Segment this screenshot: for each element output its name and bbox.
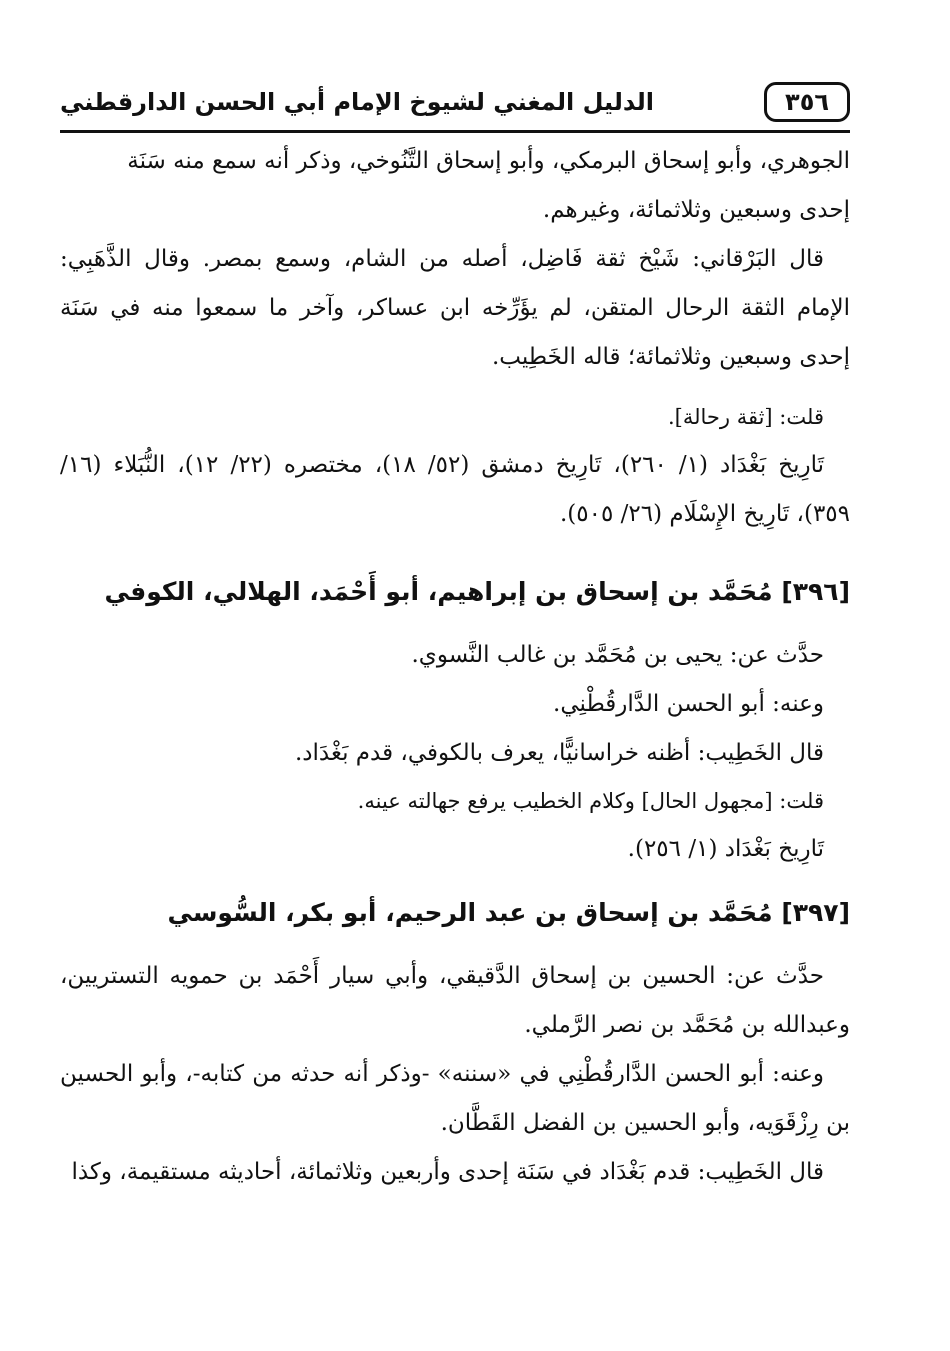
page-header bbox=[60, 78, 850, 133]
entry-397-khatib: قال الخَطِيب: قدم بَغْدَاد في سَنَة إحدى وأربعين وثلاثمائة، أحاديثه مستقيمة، وكذا bbox=[71, 1159, 824, 1185]
entry-397-wa-anhu: وعنه: أبو الحسن الدَّارقُطْنِي في «سننه» -وذكر أنه حدثه من كتابه-، وأبو الحسين بن رِزْقَوَيه، وأبو الحسين بن الفضل القَطَّان. bbox=[60, 1061, 850, 1136]
references-paragraph: تَارِيخ بَغْدَاد (١/ ٢٦٠)، تَارِيخ دمشق (٥٢/ ١٨)، مختصره (٢٢/ ١٢)، النُّبَلاء (١٦/ ٣٥٩)، تَارِيخ الإِسْلَام (٢٦/ ٥٠٥). bbox=[60, 452, 850, 527]
entry-397-title: [٣٩٧] مُحَمَّد بن إسحاق بن عبد الرحيم، أبو بكر، السُّوسي bbox=[167, 898, 850, 927]
book-page bbox=[60, 78, 850, 1197]
entry-396-title: [٣٩٦] مُحَمَّد بن إسحاق بن إبراهيم، أبو أَحْمَد، الهلالي، الكوفي bbox=[104, 577, 850, 606]
entry-396-wa-anhu: وعنه: أبو الحسن الدَّارقُطْنِي. bbox=[553, 691, 824, 717]
continuation-line-2: إحدى وسبعين وثلاثمائة، وغيرهم. bbox=[542, 197, 850, 223]
continuation-line-1: الجوهري، وأبو إسحاق البرمكي، وأبو إسحاق التَّنُوخي، وذكر أنه سمع منه سَنَة bbox=[127, 148, 850, 174]
qultu-paragraph: قلت: [ثقة رحالة]. bbox=[667, 405, 824, 429]
barqani-paragraph: قال البَرْقاني: شَيْخ ثقة فَاضِل، أصله من الشام، وسمع بمصر. وقال الذَّهَبِي: الإمام الثقة الرحال المتقن، لم يؤَرِّخه ابن عساكر، وآخر ما سمعوا منه في سَنَة إحدى وسبعين وثلاثمائة؛ قاله الخَطِيب. bbox=[60, 246, 850, 370]
running-title: الدليل المغني لشيوخ الإمام أبي الحسن الدارقطني bbox=[60, 88, 654, 116]
entry-396-qultu: قلت: [مجهول الحال] وكلام الخطيب يرفع جهالته عينه. bbox=[357, 789, 824, 813]
entry-396-references: تَارِيخ بَغْدَاد (١/ ٢٥٦). bbox=[627, 836, 824, 862]
entry-396-haddatha: حدَّث عن: يحيى بن مُحَمَّد بن غالب النَّسوي. bbox=[411, 642, 824, 668]
entry-397-haddatha: حدَّث عن: الحسين بن إسحاق الدَّقيقي، وأبي سيار أَحْمَد بن حمويه التستريين، وعبدالله بن مُحَمَّد بن نصر الرَّملي. bbox=[60, 963, 850, 1038]
entry-396-khatib: قال الخَطِيب: أظنه خراسانيًّا، يعرف بالكوفي، قدم بَغْدَاد. bbox=[294, 740, 824, 766]
page-number: ٣٥٦ bbox=[764, 82, 850, 122]
